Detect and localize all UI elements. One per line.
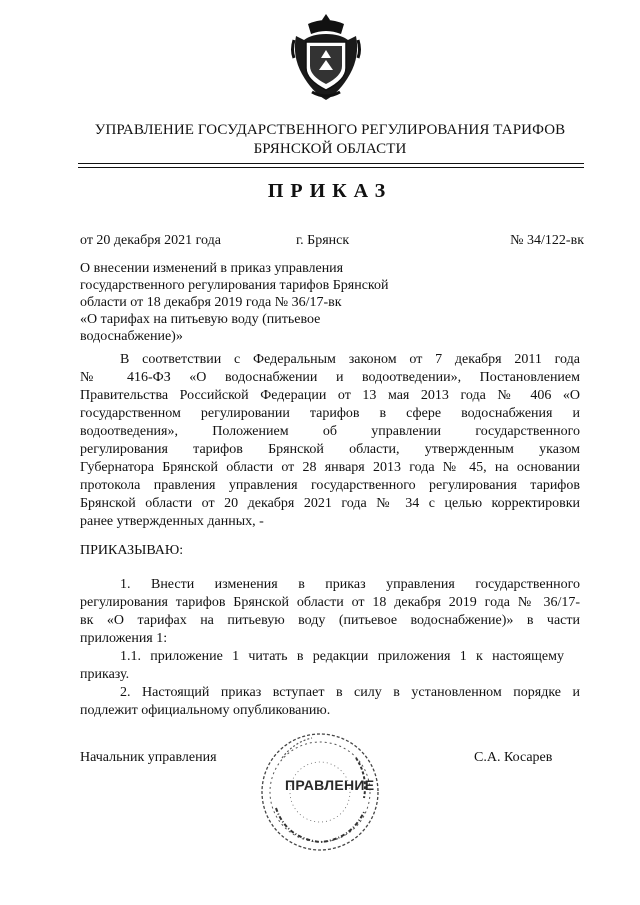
- item-line: регулирования тарифов Брянской области от 18 декабря 2019 года № 36/17-: [80, 595, 580, 610]
- header-rule-thick: [78, 163, 584, 164]
- subject-line: «О тарифах на питьевую воду (питьевое: [80, 312, 321, 327]
- order-subject: [80, 260, 389, 345]
- subject-line: О внесении изменений в приказ управления: [80, 261, 344, 276]
- preamble-line: Брянской области от 20 декабря 2021 года № 34 с целью корректировки: [80, 496, 580, 511]
- order-item-2: [80, 684, 580, 720]
- order-city: г. Брянск: [296, 233, 350, 248]
- item-line: 2. Настоящий приказ вступает в силу в установленном порядке и: [120, 685, 580, 700]
- preamble-line: Губернатора Брянской области от 28 января 2013 года № 45, на основании: [80, 460, 580, 475]
- preamble-line: регулирования тарифов Брянской области, утвержденным указом: [80, 442, 580, 457]
- preamble-line: водоотведения», Положением об управлении государственного: [80, 424, 580, 439]
- preamble-line: В соответствии с Федеральным законом от 7 декабря 2011 года: [120, 352, 580, 367]
- preamble-line: протокола правления управления государственного регулирования тарифов: [80, 478, 580, 493]
- header-rule-thin: [78, 167, 584, 168]
- item-line: приложения 1:: [80, 631, 168, 646]
- item-line: подлежит официальному опубликованию.: [80, 703, 331, 718]
- item-line: вк «О тарифах на питьевую воду (питьевое водоснабжение)» в части: [80, 613, 580, 628]
- preamble: [80, 351, 580, 531]
- item-line: 1. Внести изменения в приказ управления государственного: [120, 577, 580, 592]
- subject-line: водоснабжение)»: [80, 329, 183, 344]
- order-item-1: [80, 576, 580, 648]
- coat-of-arms-icon: [290, 10, 362, 102]
- document-title: ПРИКАЗ: [267, 180, 393, 202]
- order-number: № 34/122-вк: [510, 233, 584, 248]
- authority-line-2: БРЯНСКОЙ ОБЛАСТИ: [253, 141, 407, 157]
- item-line: приказу.: [80, 667, 130, 682]
- authority-line-1: УПРАВЛЕНИЕ ГОСУДАРСТВЕННОГО РЕГУЛИРОВАНИЯ ТАРИФОВ: [94, 122, 566, 138]
- preamble-line: Правительства Российской Федерации от 13 мая 2013 года № 406 «О: [80, 388, 580, 403]
- order-item-1-1: [80, 648, 564, 684]
- signatory-title: Начальник управления: [80, 750, 217, 765]
- preamble-line: ранее утвержденных данных, -: [80, 514, 264, 529]
- subject-line: государственного регулирования тарифов Брянской: [80, 278, 389, 293]
- order-date: от 20 декабря 2021 года: [80, 233, 221, 248]
- stamp-text: ПРАВЛЕНИЕ: [285, 777, 375, 793]
- preamble-line: государственном регулировании тарифов в сфере водоснабжения и: [80, 406, 580, 421]
- order-directive: ПРИКАЗЫВАЮ:: [80, 543, 184, 558]
- issuing-authority: [60, 121, 600, 159]
- preamble-line: № 416-ФЗ «О водоснабжении и водоотведении», Постановлением: [80, 370, 580, 385]
- signatory-name: С.А. Косарев: [474, 750, 553, 765]
- item-line: 1.1. приложение 1 читать в редакции приложения 1 к настоящему: [120, 649, 564, 664]
- subject-line: области от 18 декабря 2019 года № 36/17-вк: [80, 295, 342, 310]
